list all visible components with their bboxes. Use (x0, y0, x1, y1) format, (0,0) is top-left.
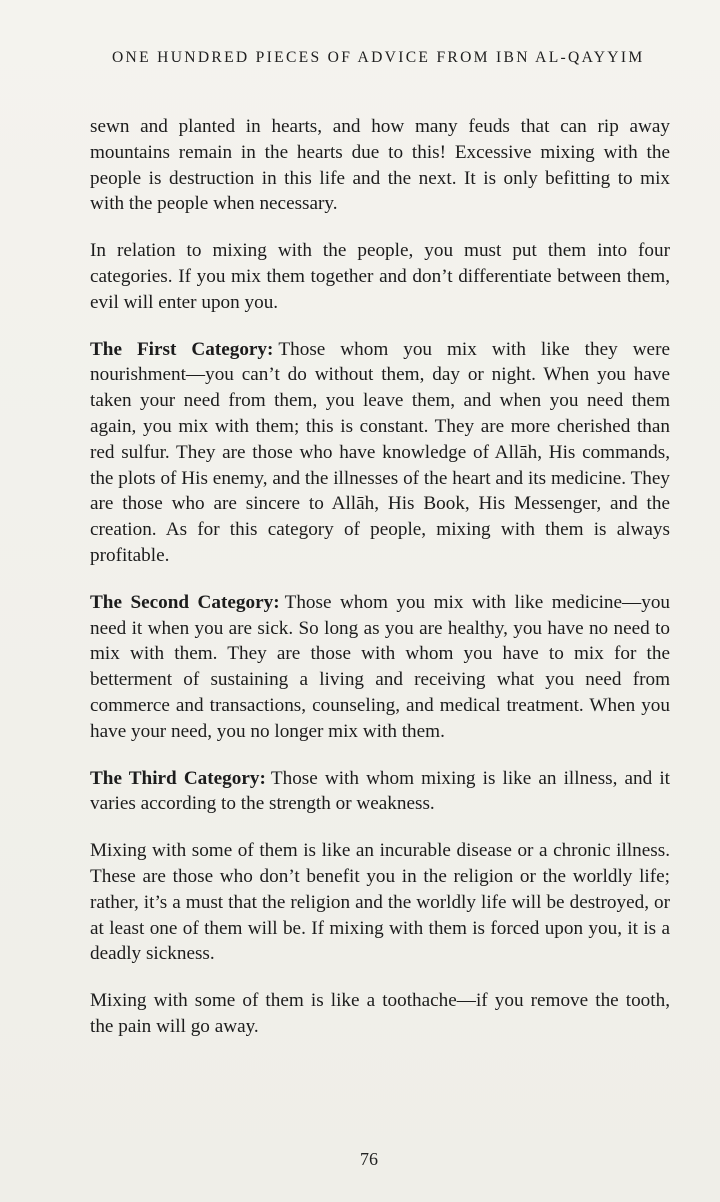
category-3-text: Those with whom mixing is like an illness, and it varies according to the strength or weakness. (90, 767, 670, 815)
category-3-label: The Third Category: (90, 767, 266, 789)
category-1-label: The First Category: (90, 338, 274, 360)
paragraph-4: Mixing with some of them is like a toothache—if you remove the tooth, the pain will go away. (90, 990, 670, 1037)
category-2-text: Those whom you mix with like medicine—you need it when you are sick. So long as you are healthy, you have no need to mix with them. They are those with whom you have to mix for the betterment of sustaining a living and receiving what you need from commerce and transactions, counseling, and medical treatment. When you have your need, you no longer mix with them. (90, 591, 671, 742)
category-1-paragraph (90, 337, 670, 569)
category-3-paragraph (90, 766, 670, 818)
running-head: ONE HUNDRED PIECES OF ADVICE FROM IBN AL-QAYYIM (112, 49, 645, 66)
category-2-label: The Second Category: (90, 591, 280, 613)
paragraph-2: In relation to mixing with the people, you must put them into four categories. If you mix them together and don’t differentiate between them, evil will enter upon you. (90, 240, 670, 313)
paragraph-1: sewn and planted in hearts, and how many feuds that can rip away mountains remain in the hearts due to this! Excessive mixing with the people is destruction in this life and the next. It is only befitting to mix with the people when necessary. (90, 116, 670, 215)
category-2-paragraph (90, 590, 670, 745)
page-content (90, 114, 670, 1061)
category-1-text: Those whom you mix with like they were nourishment—you can’t do without them, day or night. When you have taken your need from them, you leave them, and when you need them again, you mix with them; this is constant. They are more cherished than red sulfur. They are those who have knowledge of Allāh, His commands, the plots of His enemy, and the illnesses of the heart and its medicine. They are those who are sincere to Allāh, His Book, His Messenger, and the creation. As for this category of people, mixing with them is always profitable. (90, 338, 670, 566)
paragraph-3: Mixing with some of them is like an incurable disease or a chronic illness. These are those who don’t benefit you in the religion or the worldly life; rather, it’s a must that the religion and the worldly life will be destroyed, or at least one of them will be. If mixing with them is forced upon you, it is a deadly sickness. (90, 840, 670, 965)
page-number: 76 (360, 1149, 378, 1169)
